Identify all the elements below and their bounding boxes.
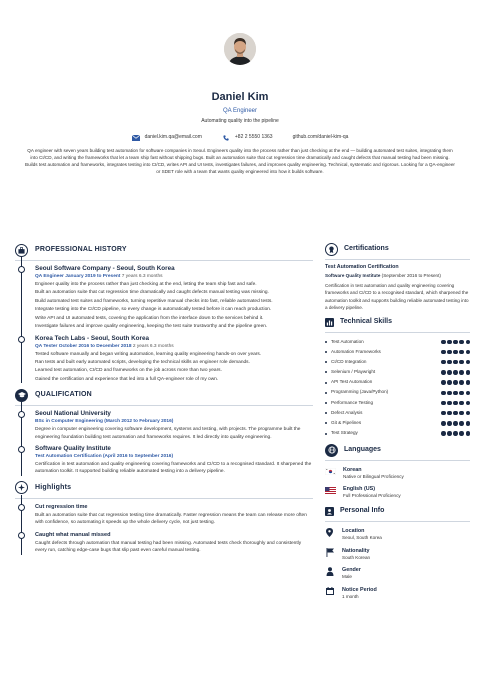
certification-dates: (September 2016 to Present) bbox=[381, 272, 441, 278]
left-column bbox=[15, 243, 313, 559]
highlights-section-header bbox=[15, 481, 313, 495]
certifications-section bbox=[325, 243, 470, 311]
skill-label bbox=[325, 430, 358, 437]
skill-label bbox=[325, 349, 381, 356]
rating-dot bbox=[447, 350, 452, 355]
rating-dot bbox=[466, 421, 471, 426]
language-name: English (US) bbox=[343, 486, 376, 493]
skill-row bbox=[325, 367, 470, 377]
bullet-icon bbox=[325, 402, 327, 404]
job-role: QA Tester October 2016 to December 2018 bbox=[35, 343, 132, 349]
highlight-title: Cut regression time bbox=[35, 503, 88, 510]
education-desc: Certification in test automation and quality engineering covering frameworks and CI/CD to a recognised standard. It sharpened the automation toolkit. It supported building reliable automated testing into a delivery pipeline. bbox=[35, 462, 312, 475]
language-item bbox=[325, 467, 470, 481]
bullet-icon bbox=[325, 382, 327, 384]
personal-text bbox=[342, 528, 382, 542]
skill-row bbox=[325, 378, 470, 388]
rating-dot bbox=[459, 391, 464, 396]
rating-dot bbox=[447, 411, 452, 416]
sparkle-icon bbox=[15, 481, 28, 494]
skill-label bbox=[325, 410, 362, 417]
skill-rating bbox=[441, 391, 470, 396]
bullet-icon bbox=[325, 351, 327, 353]
envelope-icon bbox=[132, 135, 140, 141]
rating-dot bbox=[466, 401, 471, 406]
skills-header bbox=[325, 316, 470, 329]
rating-dot bbox=[453, 411, 458, 416]
section-divider bbox=[325, 259, 470, 260]
contact-bar bbox=[0, 134, 480, 141]
language-level: Full Professional Proficiency bbox=[343, 493, 401, 499]
job-bullet: Investigate failures and improve quality engineering, keeping the test suite trustworthy and the pipeline green. bbox=[35, 324, 268, 330]
degree-dates: Test Automation Certification (April 2016 to September 2016) bbox=[35, 454, 174, 460]
personal-item-gender bbox=[325, 567, 470, 581]
timeline-dot bbox=[18, 266, 25, 273]
skill-label bbox=[325, 369, 375, 376]
certification-name: Test Automation Certification bbox=[325, 264, 399, 270]
personal-header bbox=[325, 505, 470, 518]
education-desc: Degree in computer engineering covering software development, systems and testing, with projects. The programme built the engineering foundation building test automation and frameworks requires. It led directly into quality engineering. bbox=[35, 427, 301, 440]
skills-list bbox=[325, 337, 470, 439]
skill-label bbox=[325, 379, 372, 386]
resume-header bbox=[0, 0, 480, 176]
school-name: Seoul National University bbox=[35, 410, 111, 418]
rating-dot bbox=[459, 411, 464, 416]
job-bullet: Learned test automation, CI/CD and frameworks on the job across more than two years. bbox=[35, 368, 222, 374]
language-item bbox=[325, 486, 470, 500]
personal-label: Nationality bbox=[342, 547, 370, 554]
personal-section bbox=[325, 505, 470, 601]
profile-photo bbox=[224, 33, 256, 65]
rating-dot bbox=[459, 370, 464, 375]
language-level: Native or Bilingual Proficiency bbox=[343, 473, 404, 479]
job-entry bbox=[35, 335, 313, 384]
education-entry bbox=[35, 445, 313, 476]
skill-row bbox=[325, 398, 470, 408]
languages-header bbox=[325, 444, 470, 457]
rating-dot bbox=[466, 370, 471, 375]
skill-name: Programming (Java/Python) bbox=[331, 389, 389, 395]
job-bullet: Tested software manually and began writing automation, learning quality engineering hands-on over years. bbox=[35, 351, 262, 357]
rating-dot bbox=[466, 391, 471, 396]
professional-summary: QA engineer with seven years building test automation for software companies in Seoul. Engineers quality into the process rather than just checking at the end — building automated test suites, integrating them into CI/CD, and writing the frameworks that let a team ship fast without shipping bugs. Built an automation suite that cut regression time dramatically and caught defects that manual testing had been missing. Builds test automation and frameworks, integrates testing into CI/CD, writes API and UI tests, investigates failures, and improves quality engineering. Technical, systematic and rigorous. Looking for a QA-engineer or SDET role with a team that wants quality engineered into how it builds software. bbox=[25, 148, 455, 174]
personal-value: South Korean bbox=[342, 554, 371, 560]
job-bullets bbox=[35, 351, 313, 384]
timeline-dot bbox=[18, 336, 25, 343]
language-name: Korean bbox=[343, 466, 362, 473]
highlight-entry bbox=[35, 503, 313, 527]
skill-rating bbox=[441, 350, 470, 355]
bullet-icon bbox=[325, 341, 327, 343]
rating-dot bbox=[447, 391, 452, 396]
highlight-desc: Built an automation suite that cut regression testing time dramatically. Faster regression means the team can release more often with confidence, so automating it speeds up the whole delivery cycle, not just testing. bbox=[35, 512, 307, 526]
job-company: Korea Tech Labs - Seoul, South Korea bbox=[35, 334, 149, 342]
history-timeline bbox=[15, 265, 313, 383]
job-bullet: Ran tests and built early automated scripts, developing the technical skills an engineer role demands. bbox=[35, 359, 250, 365]
rating-dot bbox=[459, 421, 464, 426]
school-name: Software Quality Institute bbox=[35, 445, 111, 453]
skills-section bbox=[325, 316, 470, 439]
globe-icon bbox=[325, 444, 338, 457]
rating-dot bbox=[453, 380, 458, 385]
rating-dot bbox=[441, 360, 446, 365]
candidate-name: Daniel Kim bbox=[211, 91, 269, 103]
rating-dot bbox=[466, 380, 471, 385]
certificate-icon bbox=[325, 243, 338, 256]
rating-dot bbox=[453, 360, 458, 365]
location-pin-icon bbox=[325, 528, 334, 537]
job-bullet: Write API and UI automated tests, covering the application from the interface down to the services behind it. bbox=[35, 315, 264, 321]
section-divider bbox=[15, 260, 313, 261]
education-desc-wrap bbox=[35, 426, 313, 441]
rating-dot bbox=[466, 431, 471, 436]
bullet-icon bbox=[325, 361, 327, 363]
certification-desc: Certification in test automation and quality engineering covering frameworks and CI/CD to a recognised standard, which sharpened the automation toolkit and supports building reliable automated testing into a delivery pipeline. bbox=[325, 283, 469, 310]
certification-issuer: Software Quality Institute bbox=[325, 272, 381, 278]
personal-label: Gender bbox=[342, 567, 361, 574]
contact-email[interactable] bbox=[132, 134, 202, 141]
highlights-timeline bbox=[15, 503, 313, 555]
rating-dot bbox=[441, 411, 446, 416]
bullet-icon bbox=[325, 433, 327, 435]
skill-name: Test Automation bbox=[331, 338, 364, 344]
rating-dot bbox=[447, 360, 452, 365]
skill-name: Automation Frameworks bbox=[331, 348, 381, 354]
skill-row bbox=[325, 428, 470, 438]
graduation-cap-icon bbox=[15, 389, 28, 402]
qualification-section-title: QUALIFICATION bbox=[35, 391, 92, 399]
section-divider bbox=[15, 405, 313, 406]
rating-dot bbox=[453, 391, 458, 396]
skill-name: Performance Testing bbox=[331, 399, 374, 405]
job-bullet: Engineer quality into the process rather than just checking at the end, letting the team ship fast and safe. bbox=[35, 282, 257, 287]
phone-text: +82 2 5550 1363 bbox=[234, 133, 273, 140]
personal-item-notice bbox=[325, 587, 470, 601]
education-desc-wrap bbox=[35, 461, 313, 476]
section-divider bbox=[15, 498, 313, 499]
skill-row bbox=[325, 347, 470, 357]
job-bullet: Build automated test suites and frameworks, turning repetitive manual checks into fast, reliable automated tests. bbox=[35, 298, 273, 304]
skill-rating bbox=[441, 431, 470, 436]
job-entry bbox=[35, 265, 313, 331]
rating-dot bbox=[453, 431, 458, 436]
personal-text bbox=[342, 587, 377, 601]
rating-dot bbox=[441, 401, 446, 406]
job-bullets bbox=[35, 281, 313, 331]
rating-dot bbox=[441, 370, 446, 375]
skill-name: Defect Analysis bbox=[331, 409, 363, 415]
skill-row bbox=[325, 418, 470, 428]
personal-text bbox=[342, 548, 370, 562]
skill-row bbox=[325, 337, 470, 347]
skill-rating bbox=[441, 370, 470, 375]
candidate-tagline: Automating quality into the pipeline bbox=[201, 117, 279, 124]
personal-label: Notice Period bbox=[342, 586, 377, 593]
rating-dot bbox=[441, 340, 446, 345]
rating-dot bbox=[459, 350, 464, 355]
id-card-icon bbox=[325, 507, 334, 516]
rating-dot bbox=[453, 421, 458, 426]
job-company: Seoul Software Company - Seoul, South Korea bbox=[35, 265, 175, 272]
degree-dates: BSc in Computer Engineering (March 2012 to February 2016) bbox=[35, 419, 174, 425]
right-column bbox=[325, 243, 470, 606]
rating-dot bbox=[453, 401, 458, 406]
language-text bbox=[343, 467, 404, 481]
bullet-icon bbox=[325, 412, 327, 414]
skill-label bbox=[325, 400, 373, 407]
section-divider bbox=[325, 521, 470, 522]
skill-row bbox=[325, 357, 470, 367]
skill-rating bbox=[441, 360, 470, 365]
personal-item-location bbox=[325, 528, 470, 542]
korea-flag-icon bbox=[325, 468, 336, 475]
skill-rating bbox=[441, 340, 470, 345]
contact-phone[interactable] bbox=[222, 134, 273, 141]
rating-dot bbox=[441, 431, 446, 436]
skill-rating bbox=[441, 380, 470, 385]
skill-rating bbox=[441, 421, 470, 426]
certifications-header bbox=[325, 243, 470, 256]
chart-icon bbox=[325, 318, 334, 327]
gender-icon bbox=[325, 567, 334, 576]
history-section-title: PROFESSIONAL HISTORY bbox=[35, 245, 127, 253]
skill-name: Git & Pipelines bbox=[331, 420, 362, 426]
candidate-role: QA Engineer bbox=[222, 108, 258, 114]
personal-label: Location bbox=[342, 527, 365, 534]
qualification-timeline bbox=[15, 410, 313, 476]
job-bullet: Gained the certification and experience that led into a full QA-engineer role of my own. bbox=[35, 376, 219, 382]
section-divider bbox=[325, 460, 470, 461]
languages-section bbox=[325, 444, 470, 500]
rating-dot bbox=[466, 340, 471, 345]
section-divider bbox=[325, 332, 470, 333]
rating-dot bbox=[459, 360, 464, 365]
skill-rating bbox=[441, 401, 470, 406]
rating-dot bbox=[466, 350, 471, 355]
timeline-dot bbox=[18, 532, 25, 539]
briefcase-icon bbox=[15, 244, 28, 257]
rating-dot bbox=[441, 380, 446, 385]
rating-dot bbox=[447, 431, 452, 436]
personal-value: Male bbox=[342, 574, 352, 580]
rating-dot bbox=[447, 380, 452, 385]
skill-label bbox=[325, 339, 364, 346]
us-flag-icon bbox=[325, 487, 336, 494]
rating-dot bbox=[459, 431, 464, 436]
highlight-entry bbox=[35, 531, 313, 555]
rating-dot bbox=[453, 340, 458, 345]
personal-value: 1 month bbox=[342, 593, 359, 599]
email-text: daniel.kim.qa@email.com bbox=[144, 133, 202, 140]
highlight-title: Caught what manual missed bbox=[35, 531, 111, 538]
personal-value: Seoul, South Korea bbox=[342, 534, 382, 540]
skill-name: CI/CD Integration bbox=[331, 358, 367, 364]
skill-name: Selenium / Playwright bbox=[331, 369, 376, 375]
job-duration: 2 years 6.3 months bbox=[132, 343, 174, 349]
personal-text bbox=[342, 567, 361, 581]
skill-name: API Test Automation bbox=[331, 379, 373, 385]
languages-title: Languages bbox=[344, 446, 381, 454]
skill-row bbox=[325, 388, 470, 398]
rating-dot bbox=[447, 370, 452, 375]
rating-dot bbox=[453, 370, 458, 375]
job-bullet: Built an automation suite that cut regression time dramatically and caught defects manual testing was missing. bbox=[35, 290, 269, 296]
rating-dot bbox=[466, 411, 471, 416]
bullet-icon bbox=[325, 392, 327, 394]
contact-github[interactable] bbox=[293, 134, 349, 141]
rating-dot bbox=[459, 340, 464, 345]
rating-dot bbox=[466, 360, 471, 365]
certification-issuer-line bbox=[325, 273, 470, 280]
education-entry bbox=[35, 410, 313, 441]
highlight-desc: Caught defects through automation that manual testing had been missing. Automated tests check thoroughly and consistently every run, catching edge-case bugs that slip past even careful manual testing. bbox=[35, 540, 302, 554]
rating-dot bbox=[459, 401, 464, 406]
qualification-section-header bbox=[15, 388, 313, 402]
job-role-dates bbox=[35, 273, 313, 280]
rating-dot bbox=[447, 340, 452, 345]
rating-dot bbox=[441, 350, 446, 355]
phone-icon bbox=[222, 135, 230, 141]
job-bullet: Integrate testing into the CI/CD pipeline, so every change is automatically tested before it can reach production. bbox=[35, 307, 272, 313]
skill-label bbox=[325, 359, 367, 366]
rating-dot bbox=[447, 401, 452, 406]
rating-dot bbox=[459, 380, 464, 385]
highlight-desc-wrap bbox=[35, 540, 313, 555]
timeline-dot bbox=[18, 411, 25, 418]
language-text bbox=[343, 486, 401, 500]
skill-label bbox=[325, 389, 388, 396]
job-role-dates bbox=[35, 343, 313, 350]
timeline-dot bbox=[18, 504, 25, 511]
skill-rating bbox=[441, 411, 470, 416]
certifications-title: Certifications bbox=[344, 245, 389, 253]
skill-name: Test Strategy bbox=[331, 430, 358, 436]
skill-label bbox=[325, 420, 361, 427]
timeline-dot bbox=[18, 446, 25, 453]
flag-icon bbox=[325, 548, 334, 557]
history-section-header bbox=[15, 243, 313, 257]
highlights-section-title: Highlights bbox=[35, 483, 72, 491]
bullet-icon bbox=[325, 422, 327, 424]
personal-title: Personal Info bbox=[340, 507, 385, 515]
github-text: github.com/daniel-kim-qa bbox=[292, 133, 349, 140]
personal-item-nationality bbox=[325, 548, 470, 562]
job-duration: 7 years 6.3 months bbox=[121, 274, 163, 279]
job-role: QA Engineer January 2019 to Present bbox=[35, 274, 121, 279]
rating-dot bbox=[441, 421, 446, 426]
bullet-icon bbox=[325, 371, 327, 373]
skill-row bbox=[325, 408, 470, 418]
rating-dot bbox=[453, 350, 458, 355]
calendar-icon bbox=[325, 587, 334, 596]
rating-dot bbox=[447, 421, 452, 426]
rating-dot bbox=[441, 391, 446, 396]
skills-title: Technical Skills bbox=[340, 318, 393, 326]
highlight-desc-wrap bbox=[35, 512, 313, 527]
